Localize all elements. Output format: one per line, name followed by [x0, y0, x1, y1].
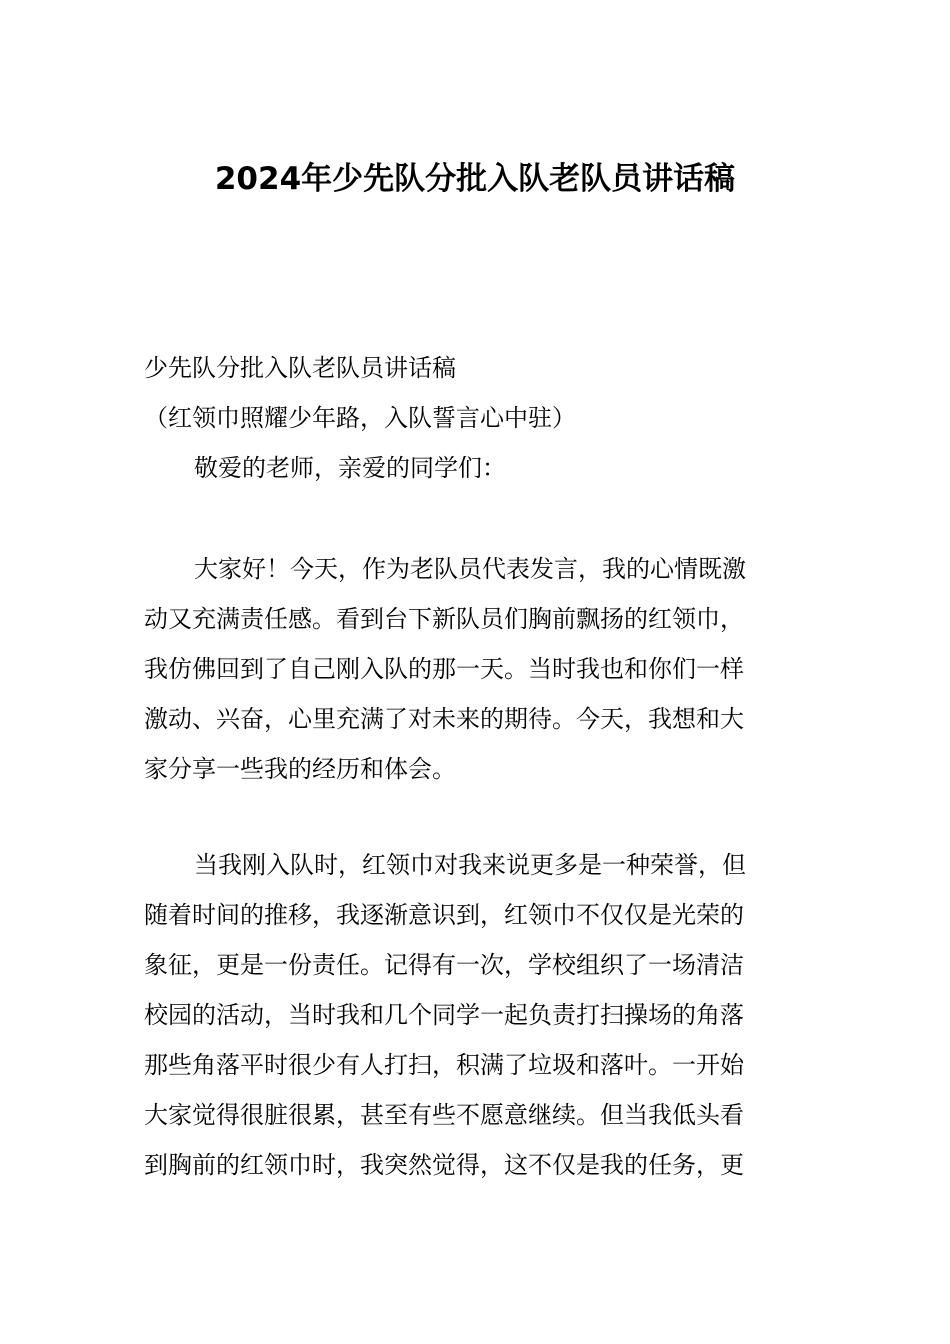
paragraph-line: 随着时间的推移，我逐渐意识到，红领巾不仅仅是光荣的	[144, 901, 744, 929]
subtitle-line: 少先队分批入队老队员讲话稿	[144, 354, 456, 382]
paragraph-line: 家分享一些我的经历和体会。	[144, 755, 456, 783]
paragraph-line: 大家好！今天，作为老队员代表发言，我的心情既激	[194, 555, 746, 583]
paragraph-1	[144, 544, 808, 794]
paragraph-line: 到胸前的红领巾时，我突然觉得，这不仅是我的任务，更	[144, 1151, 744, 1179]
paragraph-line: 动又充满责任感。看到台下新队员们胸前飘扬的红领巾，	[144, 605, 744, 633]
header-block	[144, 343, 808, 493]
document-title: 2024年少先队分批入队老队员讲话稿	[214, 161, 736, 197]
slogan-line: （红领巾照耀少年路，入队誓言心中驻）	[144, 404, 576, 432]
paragraph-line: 激动、兴奋，心里充满了对未来的期待。今天，我想和大	[144, 705, 744, 733]
paragraph-2	[144, 840, 808, 1190]
paragraph-line: 当我刚入队时，红领巾对我来说更多是一种荣誉，但	[194, 851, 746, 879]
paragraph-line: 我仿佛回到了自己刚入队的那一天。当时我也和你们一样	[144, 655, 744, 683]
paragraph-line: 校园的活动，当时我和几个同学一起负责打扫操场的角落	[144, 1001, 744, 1029]
greeting-line: 敬爱的老师，亲爱的同学们：	[194, 454, 506, 482]
paragraph-line: 那些角落平时很少有人打扫，积满了垃圾和落叶。一开始	[144, 1051, 744, 1079]
paragraph-line: 象征，更是一份责任。记得有一次，学校组织了一场清洁	[144, 951, 744, 979]
paragraph-line: 大家觉得很脏很累，甚至有些不愿意继续。但当我低头看	[144, 1101, 744, 1129]
